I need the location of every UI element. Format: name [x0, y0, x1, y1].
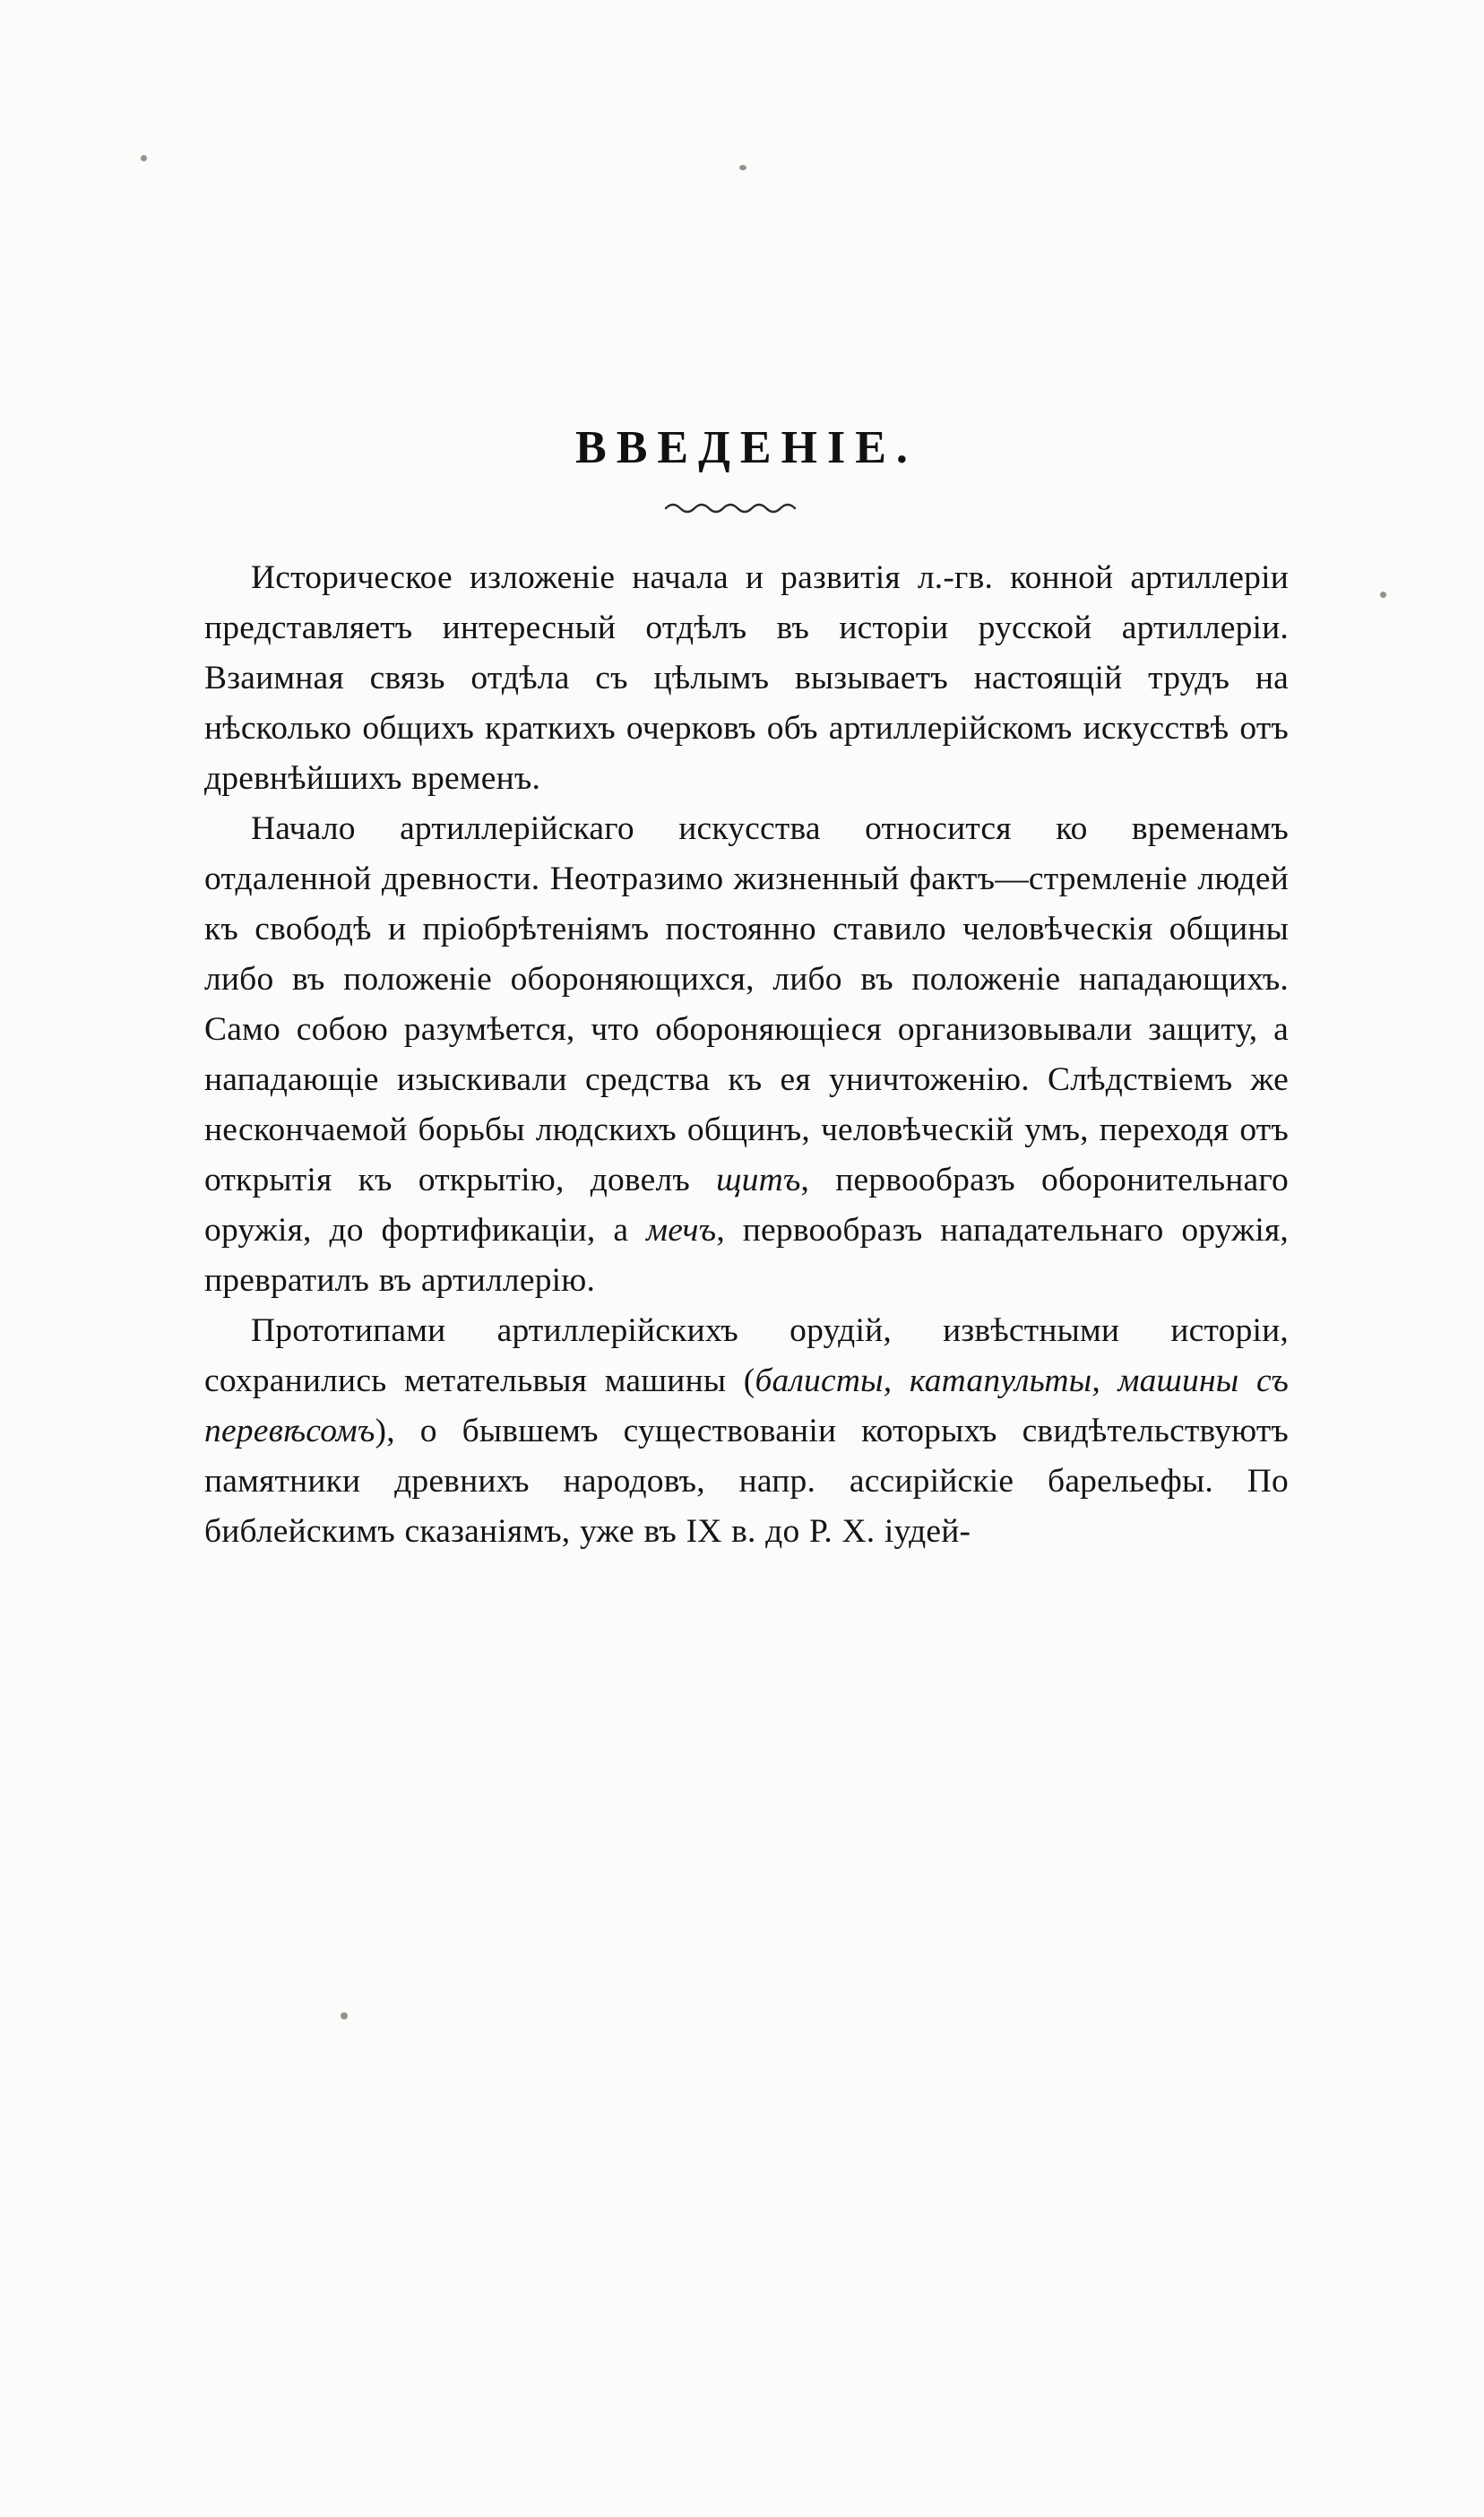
page-title: ВВЕДЕНІЕ. [575, 422, 918, 473]
scan-speck [341, 2012, 348, 2020]
paragraph-3: Прототипами артиллерійскихъ орудій, извѣстными исторіи, сохранились метательвыя машины (балисты, катапульты, машины съ перевѣсомъ), о бывшемъ существованіи которыхъ свидѣтельствуютъ памятники древнихъ народовъ, напр. ассирійскіе барельефы. По библейскимъ сказаніямъ, уже въ IX в. до Р. Х. іудей- [204, 1312, 1289, 1550]
emphasized-term: балисты, катапульты, машины съ перевѣсомъ [204, 1362, 1289, 1449]
scan-speck [739, 165, 746, 170]
paragraph-1: Историческое изложеніе начала и развитія л.-гв. конной артиллеріи представляетъ интересный отдѣлъ въ исторіи русской артиллеріи. Взаимная связь отдѣла съ цѣлымъ вызываетъ настоящій трудъ на нѣсколько общихъ краткихъ очерковъ объ артиллерійскомъ искусствѣ отъ древнѣйшихъ временъ. [204, 559, 1289, 797]
scan-speck [1380, 592, 1386, 598]
paragraph-2: Начало артиллерійскаго искусства относится ко временамъ отдаленной древности. Неотразимо жизненный фактъ—стремленіе людей къ свободѣ и пріобрѣтеніямъ постоянно ставило человѣческія общины либо въ положеніе обороняющихся, либо въ положеніе нападающихъ. Само собою разумѣется, что обороняющіеся организовывали защиту, а нападающіе изыскивали средства къ ея уничтоженію. Слѣдствіемъ же нескончаемой борьбы людскихъ общинъ, человѣческій умъ, переходя отъ открытія къ открытію, довелъ щитъ, первообразъ оборонительнаго оружія, до фортификаціи, а мечъ, первообразъ нападательнаго оружія, превратилъ въ артиллерію. [204, 810, 1289, 1299]
emphasized-term: мечъ [646, 1212, 717, 1249]
scan-speck [141, 155, 147, 161]
emphasized-term: щитъ [716, 1162, 801, 1198]
page-content [204, 421, 1289, 1557]
wavy-rule-ornament [204, 497, 1289, 517]
